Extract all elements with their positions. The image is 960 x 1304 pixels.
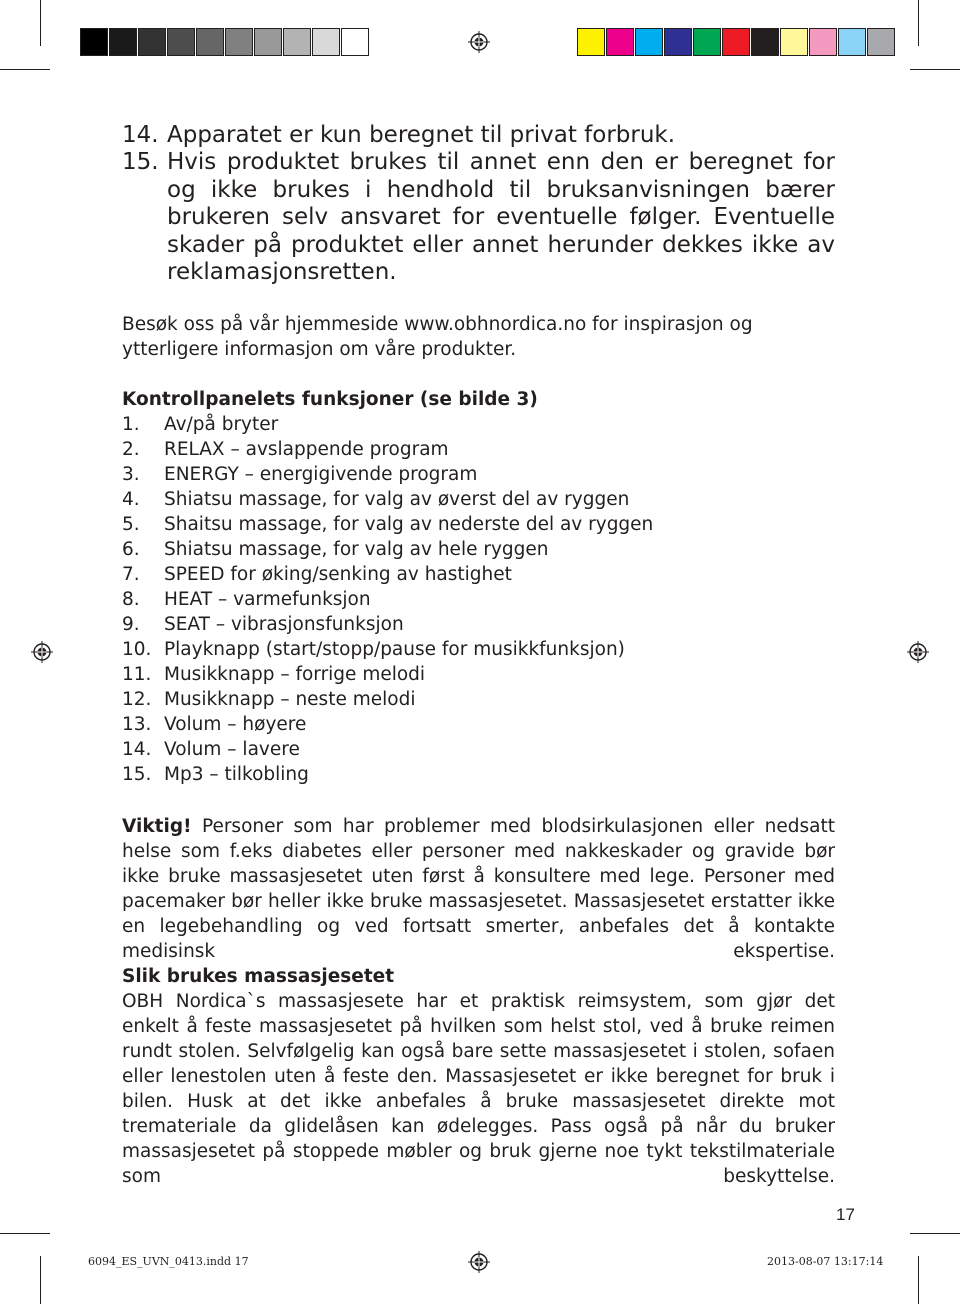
- panel-item-text: Shiatsu massage, for valg av øverst del av ryggen: [164, 489, 630, 510]
- panel-item-number: 3.: [122, 464, 140, 485]
- list-item: [122, 149, 835, 286]
- list-item: [122, 122, 835, 149]
- crop-mark: [0, 1233, 50, 1234]
- panel-item-number: 7.: [122, 564, 140, 585]
- important-paragraph: [122, 814, 835, 989]
- panel-item-number: 14.: [122, 739, 152, 760]
- color-swatch: [635, 28, 663, 56]
- color-swatch: [838, 28, 866, 56]
- panel-item-text: Mp3 – tilkobling: [164, 764, 309, 785]
- panel-item-number: 12.: [122, 689, 152, 710]
- panel-item-text: SPEED for øking/senking av hastighet: [164, 564, 512, 585]
- color-swatch: [167, 28, 195, 56]
- panel-item-number: 13.: [122, 714, 152, 735]
- usage-heading: Slik brukes massasjesetet: [122, 966, 395, 987]
- important-text: Personer som har problemer med blodsirkulasjonen eller nedsatt helse som f.eks diabetes eller personer med nakkeskader og gravide bør ikke bruke massasjesetet uten først å konsultere med lege. Personer med pacemaker bør heller ikke bruke massasjesetet. Massasjesetet erstatter ikke en legebehandling og ved fortsatt smerter, anbefales det å kontakte medisinsk ekspertise.: [122, 816, 835, 962]
- main-numbered-list: [122, 122, 835, 286]
- color-swatch: [80, 28, 108, 56]
- color-swatch: [693, 28, 721, 56]
- panel-list-item: [122, 562, 653, 587]
- panel-list-item: [122, 687, 653, 712]
- panel-item-number: 8.: [122, 589, 140, 610]
- page-number: 17: [836, 1205, 855, 1224]
- list-item-text: Apparatet er kun beregnet til privat forbruk.: [167, 122, 676, 148]
- website-paragraph: Besøk oss på vår hjemmeside www.obhnordica.no for inspirasjon og ytterligere informasjon om våre produkter.: [122, 314, 753, 360]
- panel-item-text: Musikknapp – neste melodi: [164, 689, 416, 710]
- registration-mark-icon: [468, 1251, 490, 1273]
- registration-mark-icon: [907, 641, 929, 663]
- color-swatch: [225, 28, 253, 56]
- panel-item-number: 5.: [122, 514, 140, 535]
- list-item-number: 14.: [122, 122, 159, 148]
- panel-item-number: 1.: [122, 414, 140, 435]
- color-swatch: [341, 28, 369, 56]
- color-swatch: [577, 28, 605, 56]
- process-color-bar: [577, 28, 896, 56]
- crop-mark: [0, 69, 50, 70]
- panel-list-item: [122, 662, 653, 687]
- panel-list-item: [122, 412, 653, 437]
- panel-item-number: 6.: [122, 539, 140, 560]
- list-item-number: 15.: [122, 149, 159, 176]
- crop-mark: [918, 0, 919, 46]
- color-swatch: [606, 28, 634, 56]
- panel-list-item: [122, 762, 653, 787]
- footer-timestamp: 2013-08-07 13:17:14: [767, 1255, 884, 1268]
- color-swatch: [867, 28, 895, 56]
- list-item-text: Hvis produktet brukes til annet enn den er beregnet for og ikke brukes i hendhold til bruksanvisningen bærer brukeren selv ansvaret for eventuelle følger. Eventuelle skader på produktet eller annet herunder dekkes ikke av reklamasjonsretten.: [167, 149, 835, 286]
- color-swatch: [722, 28, 750, 56]
- panel-item-text: Playknapp (start/stopp/pause for musikkfunksjon): [164, 639, 625, 660]
- grayscale-color-bar: [80, 28, 370, 56]
- panel-list-item: [122, 637, 653, 662]
- color-swatch: [751, 28, 779, 56]
- panel-list-item: [122, 462, 653, 487]
- panel-list-item: [122, 612, 653, 637]
- panel-item-text: HEAT – varmefunksjon: [164, 589, 371, 610]
- usage-paragraph: OBH Nordica`s massasjesete har et praktisk reimsystem, som gjør det enkelt å feste massasjesetet på hvilken som helst stol, ved å bruke reimen rundt stolen. Selvfølgelig kan også bare sette massasjesetet i stolen, sofaen eller lenestolen uten å feste den. Massasjesetet er ikke beregnet for bruk i bilen. Husk at det ikke anbefales å bruke massasjesetet direkte mot tremateriale da glidelåsen kan ødelegges. Pass også på når du bruker massasjesetet på stoppede møbler og bruk gjerne noe tykt tekstilmateriale som beskyttelse.: [122, 991, 835, 1187]
- panel-list-item: [122, 512, 653, 537]
- crop-mark: [910, 1233, 960, 1234]
- panel-list-item: [122, 737, 653, 762]
- panel-item-number: 15.: [122, 764, 152, 785]
- panel-list-item: [122, 537, 653, 562]
- panel-item-number: 4.: [122, 489, 140, 510]
- color-swatch: [664, 28, 692, 56]
- panel-item-number: 2.: [122, 439, 140, 460]
- crop-mark: [40, 0, 41, 46]
- important-label: Viktig!: [122, 816, 192, 837]
- color-swatch: [138, 28, 166, 56]
- color-swatch: [254, 28, 282, 56]
- panel-item-text: ENERGY – energigivende program: [164, 464, 478, 485]
- crop-mark: [918, 1256, 919, 1304]
- panel-list-item: [122, 437, 653, 462]
- crop-mark: [40, 1256, 41, 1304]
- control-panel-list: [122, 412, 653, 787]
- registration-mark-icon: [468, 31, 490, 53]
- panel-item-text: Musikknapp – forrige melodi: [164, 664, 426, 685]
- control-panel-heading: Kontrollpanelets funksjoner (se bilde 3): [122, 389, 538, 410]
- panel-item-text: Volum – høyere: [164, 714, 307, 735]
- color-swatch: [283, 28, 311, 56]
- color-swatch: [809, 28, 837, 56]
- panel-item-text: Av/på bryter: [164, 414, 279, 435]
- panel-item-text: Shiatsu massage, for valg av hele ryggen: [164, 539, 549, 560]
- panel-item-text: Shaitsu massage, for valg av nederste del av ryggen: [164, 514, 654, 535]
- color-swatch: [780, 28, 808, 56]
- color-swatch: [312, 28, 340, 56]
- panel-item-number: 10.: [122, 639, 152, 660]
- panel-list-item: [122, 712, 653, 737]
- color-swatch: [196, 28, 224, 56]
- registration-mark-icon: [31, 641, 53, 663]
- panel-item-text: RELAX – avslappende program: [164, 439, 449, 460]
- panel-list-item: [122, 587, 653, 612]
- panel-item-number: 11.: [122, 664, 152, 685]
- panel-list-item: [122, 487, 653, 512]
- crop-mark: [910, 69, 960, 70]
- panel-item-number: 9.: [122, 614, 140, 635]
- panel-item-text: SEAT – vibrasjonsfunksjon: [164, 614, 404, 635]
- color-swatch: [109, 28, 137, 56]
- panel-item-text: Volum – lavere: [164, 739, 300, 760]
- footer-filename: 6094_ES_UVN_0413.indd 17: [88, 1255, 249, 1268]
